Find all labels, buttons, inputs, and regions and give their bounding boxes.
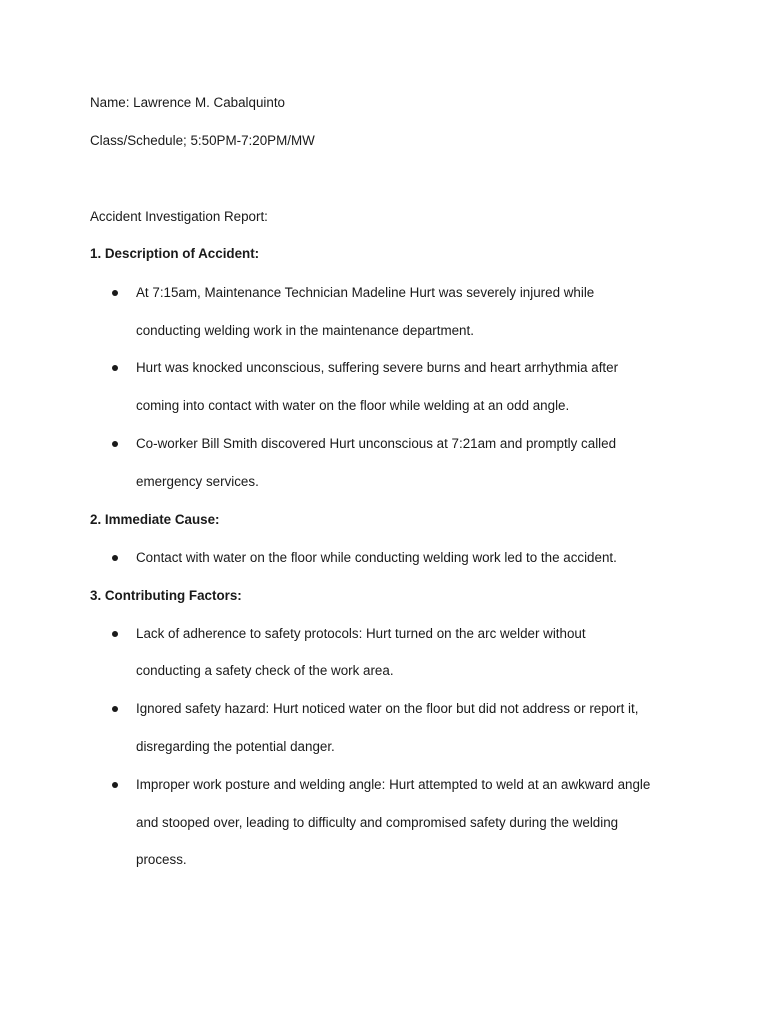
student-name: Name: Lawrence M. Cabalquinto: [90, 95, 286, 110]
section-heading-description: 1. Description of Accident:: [90, 246, 260, 261]
list-item-line: and stooped over, leading to difficulty and compromised safety during the welding: [136, 815, 619, 830]
section-heading-contributing-factors: 3. Contributing Factors:: [90, 588, 242, 603]
section-heading-immediate-cause: 2. Immediate Cause:: [90, 512, 220, 527]
bullet-icon: [112, 706, 118, 712]
list-item-line: coming into contact with water on the floor while welding at an odd angle.: [136, 398, 570, 413]
bullet-icon: [112, 441, 118, 447]
list-item-line: Co-worker Bill Smith discovered Hurt unconscious at 7:21am and promptly called: [136, 436, 617, 451]
list-item-line: process.: [136, 852, 187, 867]
list-item-line: conducting a safety check of the work area.: [136, 663, 394, 678]
bullet-icon: [112, 782, 118, 788]
list-item-line: Ignored safety hazard: Hurt noticed water on the floor but did not address or report it,: [136, 701, 639, 716]
list-item-line: At 7:15am, Maintenance Technician Madeline Hurt was severely injured while: [136, 285, 595, 300]
list-item-line: emergency services.: [136, 474, 259, 489]
bullet-icon: [112, 290, 118, 296]
bullet-icon: [112, 365, 118, 371]
report-title: Accident Investigation Report:: [90, 209, 268, 224]
list-item-line: Contact with water on the floor while conducting welding work led to the accident.: [136, 550, 617, 565]
list-item-line: Lack of adherence to safety protocols: Hurt turned on the arc welder without: [136, 626, 586, 641]
list-item-line: Hurt was knocked unconscious, suffering severe burns and heart arrhythmia after: [136, 360, 619, 375]
class-schedule: Class/Schedule; 5:50PM-7:20PM/MW: [90, 133, 315, 148]
bullet-icon: [112, 631, 118, 637]
list-item-line: disregarding the potential danger.: [136, 739, 335, 754]
bullet-icon: [112, 555, 118, 561]
list-item-line: conducting welding work in the maintenance department.: [136, 323, 474, 338]
list-item-line: Improper work posture and welding angle: Hurt attempted to weld at an awkward angle: [136, 777, 651, 792]
